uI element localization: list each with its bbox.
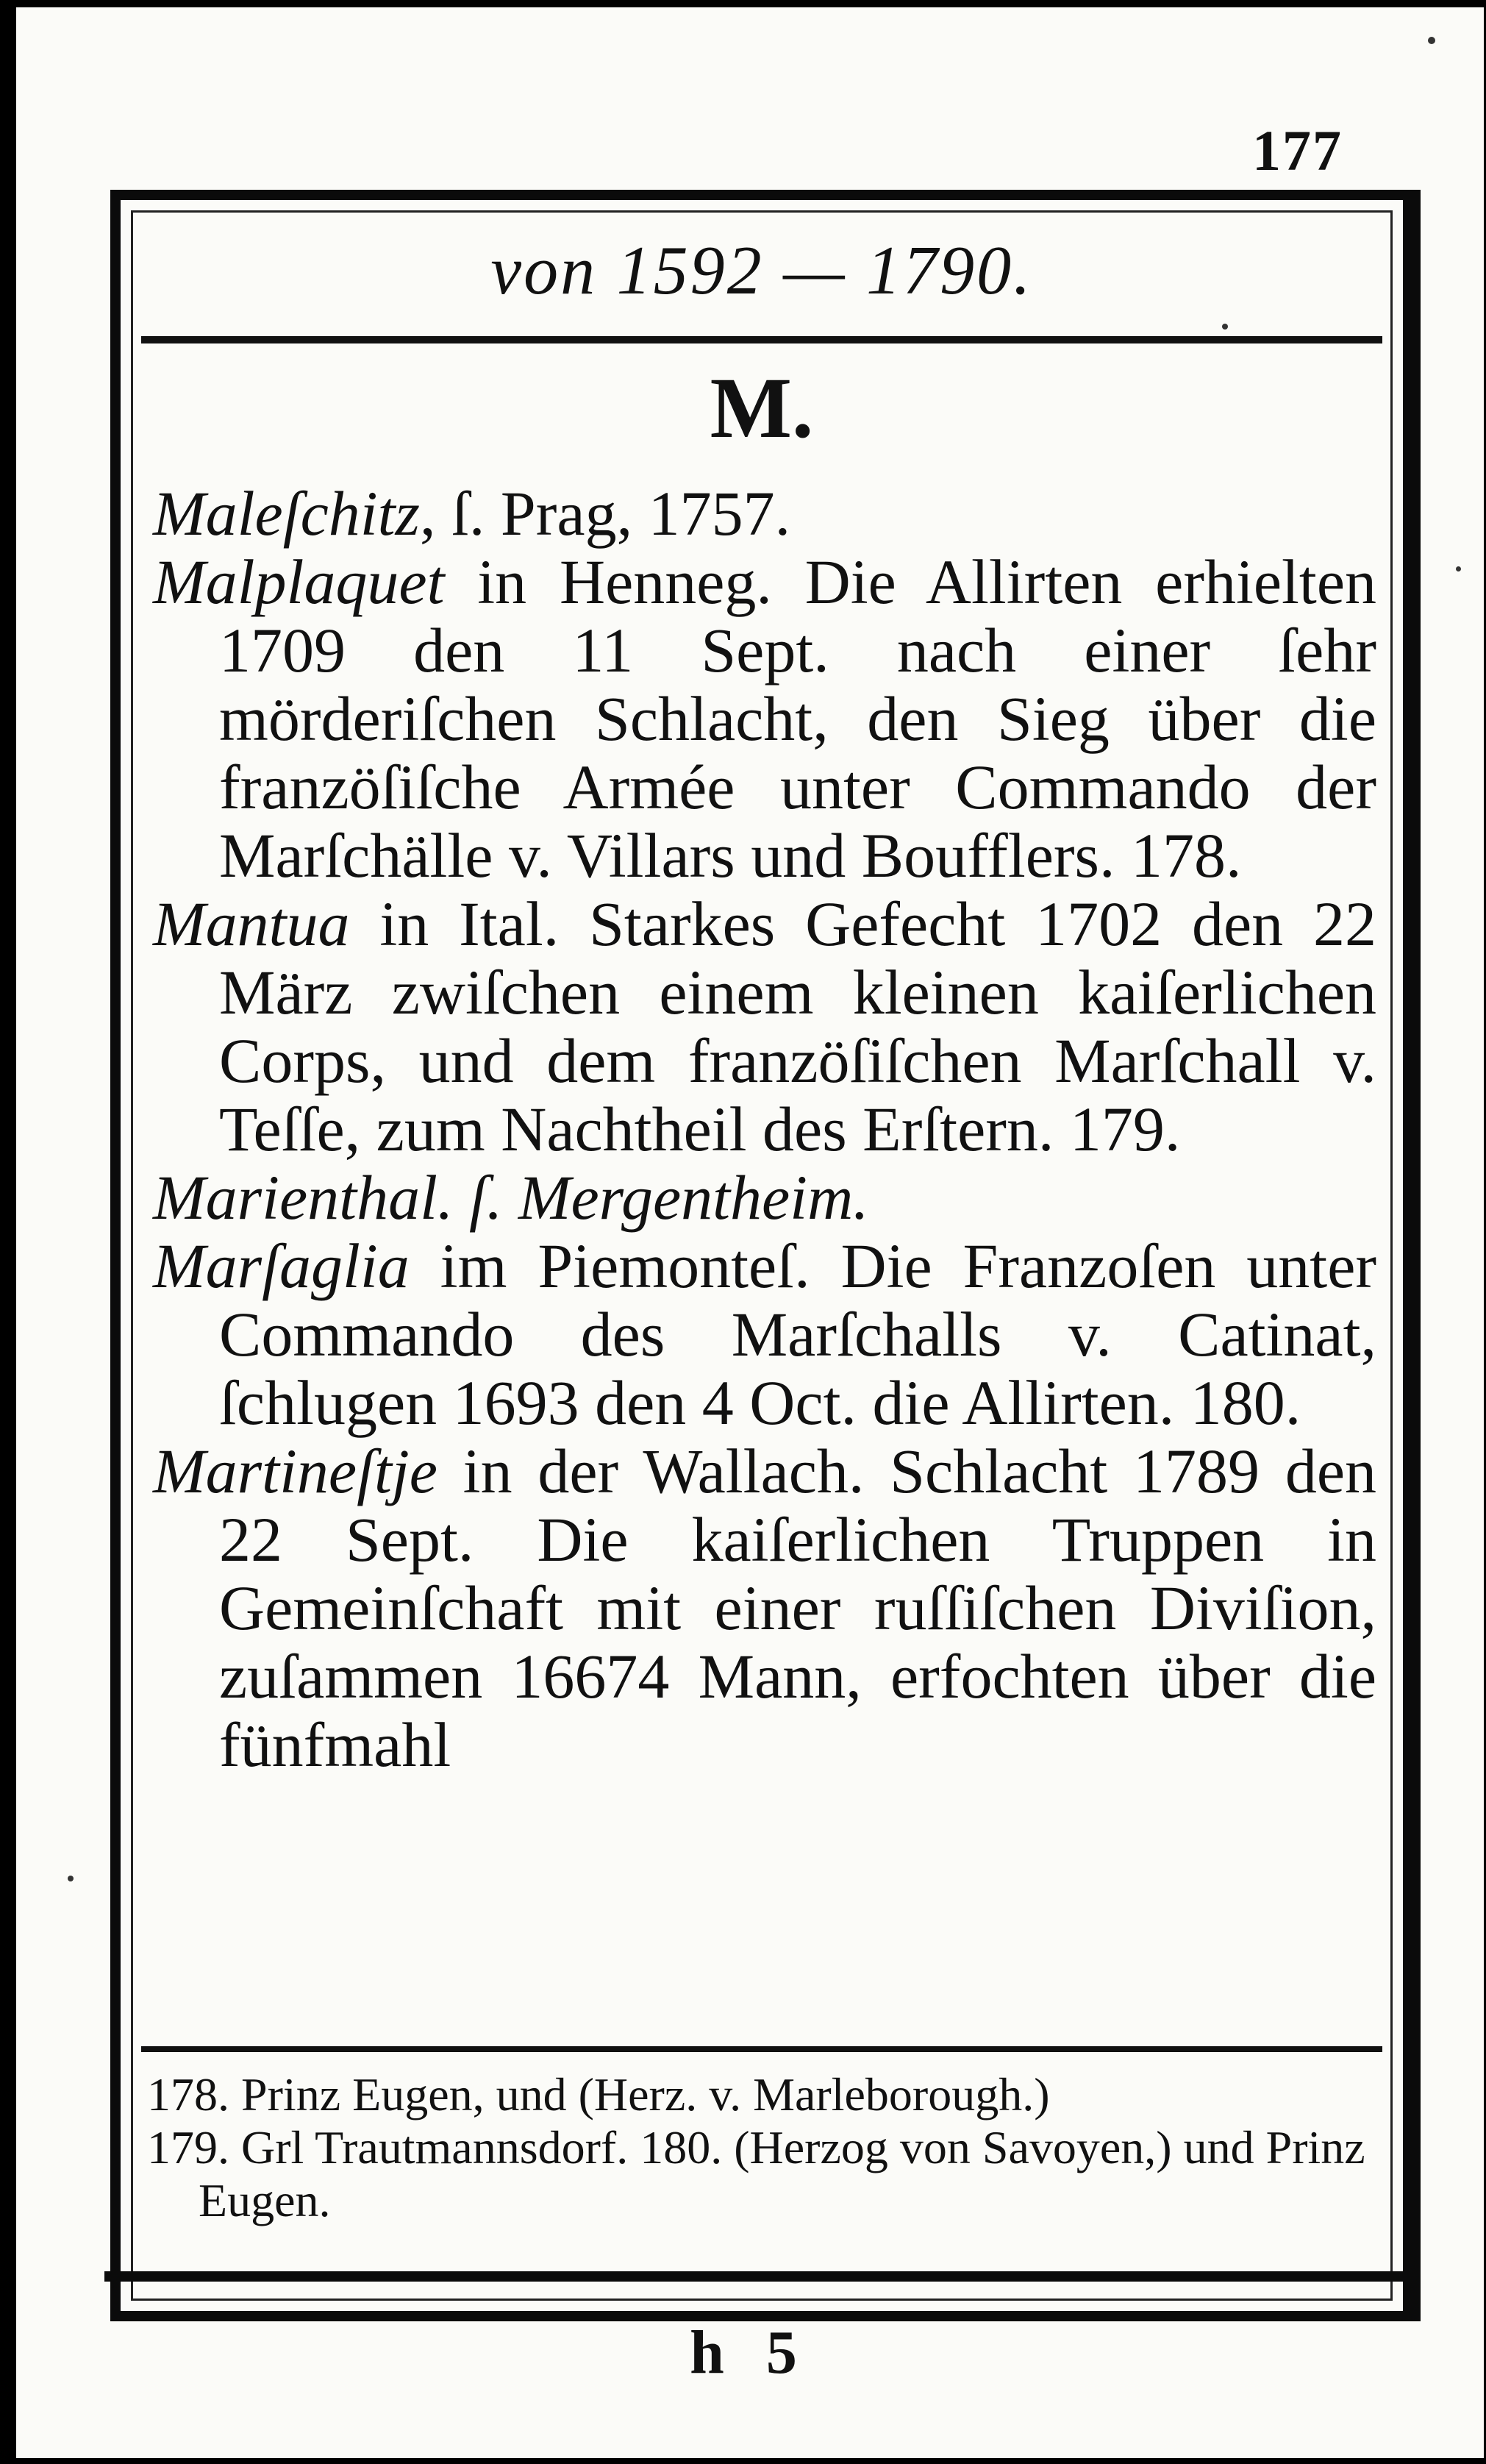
entry-place: Marienthal [153,1162,437,1233]
ink-speck [1428,37,1435,44]
entry-text: , ſ. Prag, 1757. [420,478,791,549]
bottom-rule [104,2271,1403,2282]
footnotes [147,2068,1376,2227]
ink-speck [1222,324,1228,330]
entry-list [153,480,1376,1779]
entry-place: Martineſtje [153,1436,437,1506]
entry-place: Maleſchitz [153,478,421,549]
running-head: von 1592 — 1790. [490,232,1033,309]
entry-text: in Henneg. Die Allirten erhielten 1709 den 11 Sept. nach einer ſehr mörderiſchen Schlacht, den Sieg über die franzöſiſche Armée unter Commando der Marſchälle v. Villars und Boufflers. 178. [219,546,1376,891]
entry-malplaquet [153,548,1376,890]
entry-text: . ſ. Mergentheim. [437,1162,869,1233]
footnote: 179. Grl Trautmannsdorf. 180. (Herzog von Savoyen,) und Prinz Eugen. [147,2121,1365,2226]
entry-place: Mantua [153,889,350,959]
entry-marsaglia [153,1232,1376,1437]
text-frame [110,190,1421,2321]
entry-text: im Piemonteſ. Die Franzoſen unter Commando des Marſchalls v. Catinat, ſchlugen 1693 den 4 Oct. die Allirten. 180. [219,1231,1376,1438]
book-page [16,7,1484,2458]
footnote: 178. Prinz Eugen, und (Herz. v. Marleborough.) [147,2068,1050,2121]
entry-martinestje [153,1437,1376,1779]
entry-place: Marſaglia [153,1231,410,1301]
entry-place: Malplaquet [153,546,445,617]
head-rule [141,336,1382,343]
ink-speck [68,1876,74,1881]
entry-marienthal [153,1164,1376,1232]
entry-maleschitz [153,480,1376,548]
entry-text: in der Wallach. Schlacht 1789 den 22 Sept. Die kaiſerlichen Truppen in Gemeinſchaft mit einer ruſſiſchen Diviſion, zuſammen 16674 Mann, erfochten über die fünfmahl [219,1436,1376,1780]
section-letter: M. [710,360,814,456]
entry-mantua [153,890,1376,1164]
page-number: 177 [1252,118,1343,182]
footnote-rule [141,2046,1382,2052]
entry-text: in Ital. Starkes Gefecht 1702 den 22 März zwiſchen einem kleinen kaiſerlichen Corps, und dem franzöſiſchen Marſchall v. Teſſe, zum Nachtheil des Erſtern. 179. [219,889,1376,1164]
ink-speck [1456,566,1461,572]
signature-mark: h 5 [690,2318,810,2387]
